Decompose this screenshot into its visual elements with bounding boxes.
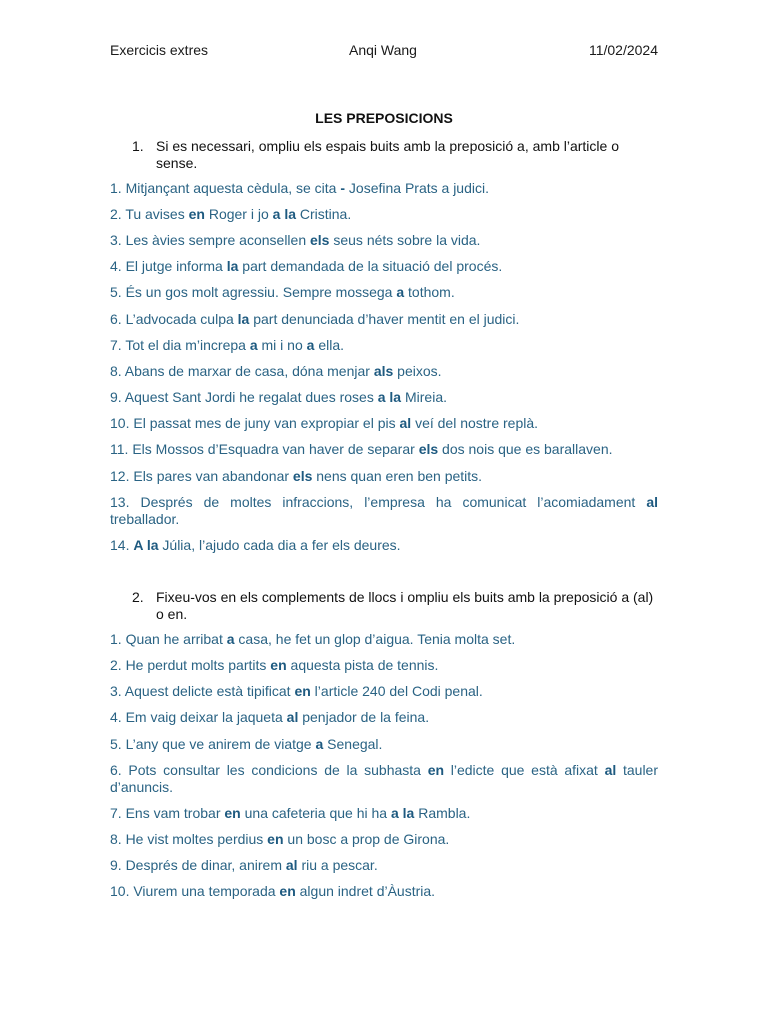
sentence-text: l’article 240 del Codi penal. (310, 683, 483, 699)
answer-text: a (306, 337, 315, 353)
sentence-text: nens quan eren ben petits. (312, 468, 483, 484)
sentence-text: 1. Mitjançant aquesta cèdula, se cita (110, 180, 341, 196)
sentence-text: una cafeteria que hi ha (240, 805, 391, 821)
sentence-text: 12. Els pares van abandonar (110, 468, 293, 484)
section2-item (110, 736, 658, 753)
section1-instruction-text: Si es necessari, ompliu els espais buits amb la preposició a, amb l’article o sense. (156, 138, 619, 171)
sentence-text: 7. Tot el dia m’increpa (110, 337, 250, 353)
sentence-text: 5. És un gos molt agressiu. Sempre mossega (110, 284, 397, 300)
section1-item (110, 494, 658, 528)
section2-item (110, 857, 658, 874)
answer-text: - (340, 180, 346, 196)
section1-number: 1. (132, 138, 144, 154)
section1-item (110, 415, 658, 432)
answer-text: al (646, 494, 658, 510)
section2-item (110, 631, 658, 648)
answer-text: en (294, 683, 311, 699)
sentence-text: 1. Quan he arribat (110, 631, 227, 647)
sentence-text: penjador de la feina. (298, 709, 430, 725)
sentence-text: part demandada de la situació del procés. (238, 258, 503, 274)
section2-item (110, 709, 658, 726)
answer-text: en (427, 762, 445, 778)
sentence-text: part denunciada d’haver mentit en el judici. (249, 311, 520, 327)
answer-text: al (399, 415, 412, 431)
sentence-text: Júlia, l’ajudo cada dia a fer els deures. (158, 537, 401, 553)
sentence-text: 4. Em vaig deixar la jaqueta (110, 709, 287, 725)
answer-text: els (310, 232, 330, 248)
sentence-text: 10. El passat mes de juny van expropiar el pis (110, 415, 400, 431)
sentence-text: 11. Els Mossos d’Esquadra van haver de separar (110, 441, 419, 457)
section1-item (110, 468, 658, 485)
answer-text: a (315, 736, 324, 752)
sentence-text: tauler d’anuncis. (110, 762, 659, 795)
answer-text: a la (377, 389, 402, 405)
section1-item (110, 441, 658, 458)
answer-text: al (286, 709, 299, 725)
sentence-text: 2. Tu avises (110, 206, 189, 222)
sentence-text: 4. El jutge informa (110, 258, 227, 274)
sentence-text: 8. Abans de marxar de casa, dóna menjar (110, 363, 374, 379)
section2-number: 2. (132, 589, 144, 605)
sentence-text: 14. (110, 537, 134, 553)
sentence-text: aquesta pista de tennis. (286, 657, 439, 673)
sentence-text: 5. L’any que ve anirem de viatge (110, 736, 316, 752)
sentence-text: mi i no (257, 337, 307, 353)
section2-item (110, 831, 658, 848)
answer-text: A la (133, 537, 159, 553)
sentence-text: Cristina. (296, 206, 352, 222)
section2-item (110, 883, 658, 900)
section1-item (110, 311, 658, 328)
sentence-text: Senegal. (323, 736, 383, 752)
section2-instruction (110, 589, 658, 623)
sentence-text: ella. (314, 337, 345, 353)
answer-text: a la (390, 805, 415, 821)
sentence-text: l’edicte que està afixat (444, 762, 605, 778)
section1-item (110, 284, 658, 301)
sentence-text: 9. Aquest Sant Jordi he regalat dues roses (110, 389, 378, 405)
answer-text: a (396, 284, 405, 300)
sentence-text: casa, he fet un glop d’aigua. Tenia molta set. (234, 631, 516, 647)
sentence-text: seus néts sobre la vida. (329, 232, 481, 248)
section1-instruction (110, 138, 658, 172)
sentence-text: Roger i jo (204, 206, 273, 222)
answer-text: al (285, 857, 298, 873)
sentence-text: Josefina Prats a judici. (345, 180, 489, 196)
section1-item (110, 389, 658, 406)
answer-text: en (279, 883, 296, 899)
sentence-text: 2. He perdut molts partits (110, 657, 271, 673)
answer-text: els (292, 468, 313, 484)
section2-item (110, 683, 658, 700)
answer-text: a (249, 337, 258, 353)
answer-text: la (226, 258, 239, 274)
sentence-text: 6. L’advocada culpa (110, 311, 238, 327)
section1-item (110, 337, 658, 354)
answer-text: als (373, 363, 394, 379)
sentence-text: tothom. (404, 284, 455, 300)
answer-text: els (418, 441, 439, 457)
section1-item (110, 363, 658, 380)
answer-text: en (188, 206, 205, 222)
sentence-text: riu a pescar. (297, 857, 378, 873)
sentence-text: 8. He vist moltes perdius (110, 831, 268, 847)
section2-item (110, 657, 658, 674)
answer-text: en (224, 805, 241, 821)
sentence-text: veí del nostre replà. (411, 415, 539, 431)
section1-item (110, 232, 658, 249)
section2-item (110, 805, 658, 822)
sentence-text: 6. Pots consultar les condicions de la subhasta (110, 762, 428, 778)
section1-item (110, 206, 658, 223)
sentence-text: algun indret d’Àustria. (295, 883, 436, 899)
sentence-text: Rambla. (414, 805, 471, 821)
header-author: Anqi Wang (349, 42, 417, 58)
sentence-text: treballador. (110, 511, 180, 527)
answer-text: en (267, 831, 284, 847)
sentence-text: 10. Viurem una temporada (110, 883, 280, 899)
sentence-text: 9. Després de dinar, anirem (110, 857, 286, 873)
answer-text: a la (272, 206, 296, 222)
section2-item (110, 762, 658, 796)
header-left: Exercicis extres (110, 42, 209, 58)
section1-item (110, 258, 658, 275)
answer-text: la (237, 311, 250, 327)
section1-item (110, 537, 658, 554)
sentence-text: 3. Aquest delicte està tipificat (110, 683, 295, 699)
sentence-text: 3. Les àvies sempre aconsellen (110, 232, 310, 248)
answer-text: al (604, 762, 617, 778)
sentence-text: dos nois que es barallaven. (438, 441, 613, 457)
page-title: LES PREPOSICIONS (315, 110, 453, 126)
answer-text: en (270, 657, 287, 673)
sentence-text: 7. Ens vam trobar (110, 805, 225, 821)
section2-instruction-text: Fixeu-vos en els complements de llocs i ompliu els buits amb la preposició a (al) o en. (156, 589, 654, 622)
section1-item (110, 180, 658, 197)
answer-text: a (226, 631, 235, 647)
header-date: 11/02/2024 (588, 42, 658, 58)
sentence-text: 13. Després de moltes infraccions, l’empresa ha comunicat l’acomiadament (110, 494, 647, 510)
sentence-text: un bosc a prop de Girona. (283, 831, 450, 847)
sentence-text: Mireia. (401, 389, 447, 405)
sentence-text: peixos. (393, 363, 442, 379)
